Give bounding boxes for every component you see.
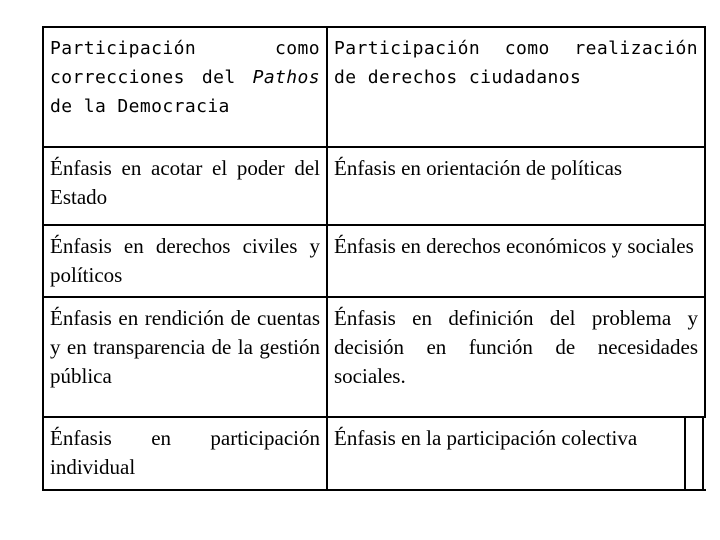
table-cell-right xyxy=(328,148,706,226)
comparison-table xyxy=(42,26,706,491)
table-cell-right xyxy=(328,418,706,491)
cell-text: Énfasis en la participación colectiva xyxy=(334,426,638,450)
header-left-text-part1: Participación como correcciones del xyxy=(50,38,320,88)
table-row xyxy=(44,148,706,226)
cell-text: Énfasis en derechos económicos y sociales xyxy=(334,234,694,258)
table-cell-right xyxy=(328,226,706,298)
table-row xyxy=(44,298,706,418)
table-edge-artifact xyxy=(684,416,704,491)
cell-text: Énfasis en orientación de políticas xyxy=(334,156,623,180)
cell-text: Énfasis en acotar el poder del Estado xyxy=(50,156,320,209)
table-cell-left xyxy=(44,418,328,491)
table-cell-left xyxy=(44,226,328,298)
cell-text: Énfasis en participación individual xyxy=(50,426,320,479)
table-header-row xyxy=(44,28,706,148)
cell-text: Énfasis en rendición de cuentas y en transparencia de la gestión pública xyxy=(50,306,320,388)
cell-text: Énfasis en derechos civiles y políticos xyxy=(50,234,320,287)
table-row xyxy=(44,418,706,491)
table-cell-left xyxy=(44,298,328,418)
header-cell-right xyxy=(328,28,706,148)
table-cell-right xyxy=(328,298,706,418)
header-cell-left xyxy=(44,28,328,148)
table-cell-left xyxy=(44,148,328,226)
header-left-italic-pathos: Pathos xyxy=(252,67,320,88)
table-row xyxy=(44,226,706,298)
cell-text: Énfasis en definición del problema y decisión en función de necesidades sociales. xyxy=(334,306,698,388)
header-right-text: Participación como realización de derechos ciudadanos xyxy=(334,38,698,88)
header-left-text-part2: de la Democracia xyxy=(50,96,230,117)
